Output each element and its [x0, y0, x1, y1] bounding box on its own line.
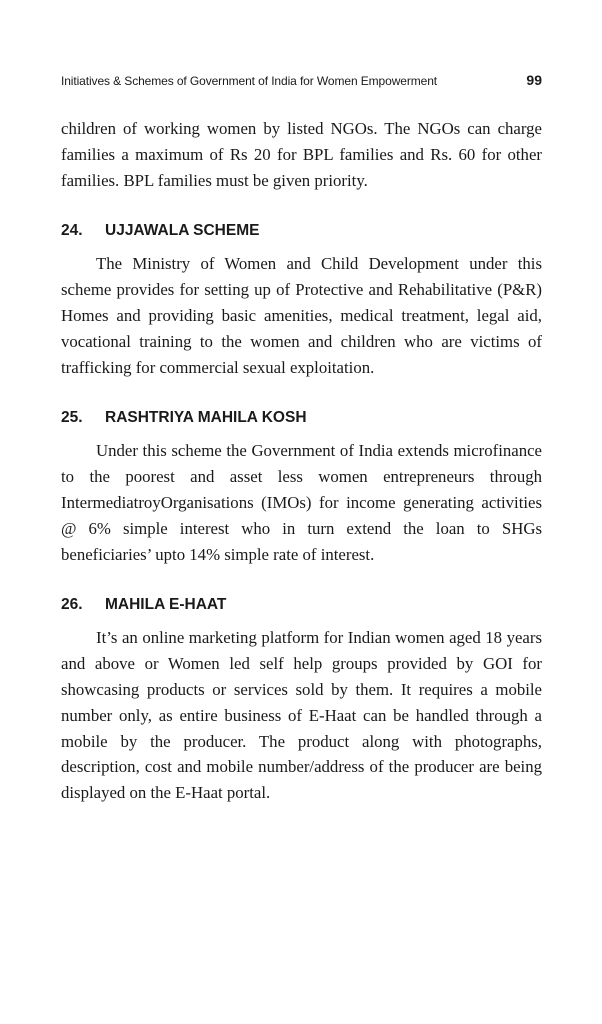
section-heading-25 [61, 408, 542, 428]
section-title: UJJAWALA SCHEME [105, 222, 260, 240]
running-header [61, 72, 542, 92]
continuation-paragraph: children of working women by listed NGOs. The NGOs can charge families a maximum of Rs 20 for BPL families and Rs. 60 for other families. BPL families must be given priority. [61, 119, 542, 190]
section-number: 24. [61, 222, 83, 240]
section-number: 26. [61, 596, 83, 614]
section-paragraph-24: The Ministry of Women and Child Development under this scheme provides for setting up of Protective and Rehabilitative (P&R) Homes and providing basic amenities, medical treatment, legal aid, vocational training to the women and children who are victims of trafficking for commercial sexual exploitation. [61, 254, 542, 377]
page-body [61, 116, 542, 806]
section-heading-26 [61, 595, 542, 615]
section-title: RASHTRIYA MAHILA KOSH [105, 409, 307, 427]
section-title: MAHILA E-HAAT [105, 596, 227, 614]
section-heading-24 [61, 221, 542, 241]
running-title: Initiatives & Schemes of Government of India for Women Empowerment [61, 74, 438, 88]
section-paragraph-25: Under this scheme the Government of India extends microfinance to the poorest and asset less women entrepreneurs through IntermediatroyOrganisations (IMOs) for income generating activities @ 6% simple interest who in turn extend the loan to SHGs beneficiaries’ upto 14% simple rate of interest. [61, 441, 542, 564]
page-number: 99 [526, 72, 542, 88]
section-number: 25. [61, 409, 83, 427]
section-paragraph-26: It’s an online marketing platform for Indian women aged 18 years and above or Women led self help groups provided by GOI for showcasing products or services sold by them. It requires a mobile number only, as entire business of E-Haat can be handled through a mobile by the producer. The product along with photographs, description, cost and mobile number/address of the producer are being displayed on the E-Haat portal. [61, 628, 542, 803]
